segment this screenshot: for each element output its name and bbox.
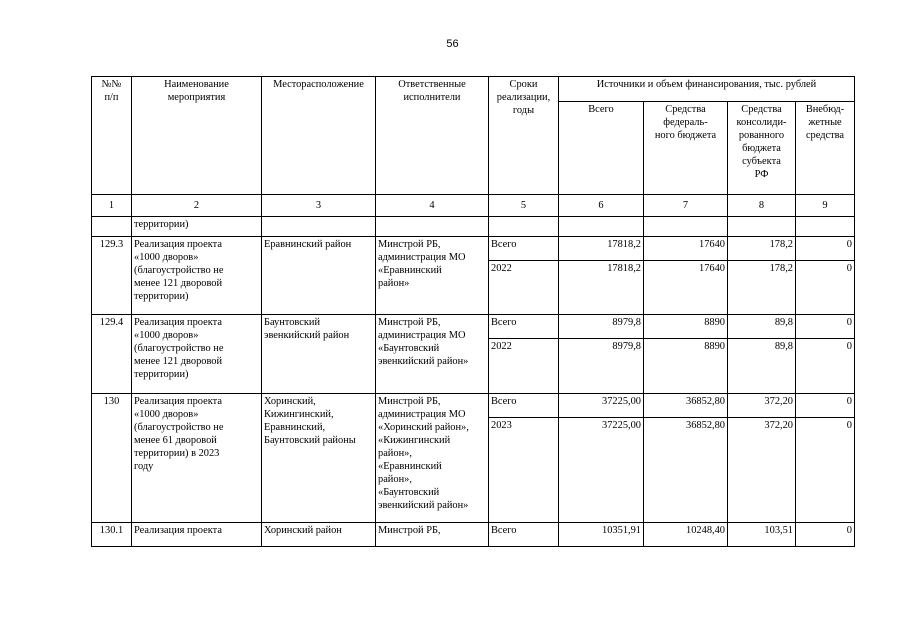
row-federal: 8890 xyxy=(644,339,728,394)
row-location: Еравнинский район xyxy=(262,237,376,315)
row-total: 17818,2 xyxy=(559,237,644,261)
row-executors: Минстрой РБ, администрация МО «Хоринский район», «Кижингинский район», «Еравнинский район», «Баунтовский эвенкийский район» xyxy=(376,394,489,523)
continuation-text: территории) xyxy=(132,217,262,237)
row-extra: 0 xyxy=(796,261,855,315)
row-num: 129.4 xyxy=(92,315,132,394)
row-federal: 36852,80 xyxy=(644,418,728,523)
header-executors: Ответственные исполнители xyxy=(376,77,489,195)
row-period: 2022 xyxy=(489,261,559,315)
table-row xyxy=(92,315,855,339)
row-executors: Минстрой РБ, администрация МО «Еравнинский район» xyxy=(376,237,489,315)
row-period: Всего xyxy=(489,315,559,339)
column-number: 5 xyxy=(489,195,559,217)
column-number: 1 xyxy=(92,195,132,217)
row-name: Реализация проекта xyxy=(132,523,262,547)
row-regional: 178,2 xyxy=(728,261,796,315)
row-name: Реализация проекта «1000 дворов» (благоустройство не менее 61 дворовой территории) в 2023 году xyxy=(132,394,262,523)
header-extra: Внебюд- жетные средства xyxy=(796,102,855,195)
row-location: Баунтовский эвенкийский район xyxy=(262,315,376,394)
row-federal: 17640 xyxy=(644,237,728,261)
row-regional: 103,51 xyxy=(728,523,796,547)
column-number: 8 xyxy=(728,195,796,217)
header-location: Месторасположение xyxy=(262,77,376,195)
row-num: 129.3 xyxy=(92,237,132,315)
column-number: 2 xyxy=(132,195,262,217)
row-extra: 0 xyxy=(796,237,855,261)
row-extra: 0 xyxy=(796,418,855,523)
header-funding: Источники и объем финансирования, тыс. рублей xyxy=(559,77,855,102)
column-number: 6 xyxy=(559,195,644,217)
row-extra: 0 xyxy=(796,394,855,418)
column-number: 3 xyxy=(262,195,376,217)
header-num: №№ п/п xyxy=(92,77,132,195)
financing-table xyxy=(91,76,855,547)
header-years: Сроки реализации, годы xyxy=(489,77,559,195)
continuation-row xyxy=(92,217,855,237)
row-total: 8979,8 xyxy=(559,315,644,339)
row-total: 37225,00 xyxy=(559,418,644,523)
row-period: Всего xyxy=(489,523,559,547)
row-federal: 36852,80 xyxy=(644,394,728,418)
row-period: Всего xyxy=(489,394,559,418)
column-number: 7 xyxy=(644,195,728,217)
column-number: 4 xyxy=(376,195,489,217)
row-total: 37225,00 xyxy=(559,394,644,418)
row-regional: 372,20 xyxy=(728,418,796,523)
row-extra: 0 xyxy=(796,339,855,394)
header-name: Наименование мероприятия xyxy=(132,77,262,195)
column-numbers-row xyxy=(92,195,855,217)
row-period: 2023 xyxy=(489,418,559,523)
row-total: 8979,8 xyxy=(559,339,644,394)
row-period: Всего xyxy=(489,237,559,261)
header-total: Всего xyxy=(559,102,644,195)
header-regional: Средства консолиди- рованного бюджета субъекта РФ xyxy=(728,102,796,195)
row-executors: Минстрой РБ, администрация МО «Баунтовский эвенкийский район» xyxy=(376,315,489,394)
row-num: 130.1 xyxy=(92,523,132,547)
row-extra: 0 xyxy=(796,315,855,339)
row-total: 17818,2 xyxy=(559,261,644,315)
table-row xyxy=(92,523,855,547)
row-name: Реализация проекта «1000 дворов» (благоустройство не менее 121 дворовой территории) xyxy=(132,237,262,315)
row-regional: 372,20 xyxy=(728,394,796,418)
page-number: 56 xyxy=(446,38,459,50)
row-location: Хоринский район xyxy=(262,523,376,547)
row-executors: Минстрой РБ, xyxy=(376,523,489,547)
row-num: 130 xyxy=(92,394,132,523)
row-federal: 8890 xyxy=(644,315,728,339)
row-extra: 0 xyxy=(796,523,855,547)
row-name: Реализация проекта «1000 дворов» (благоустройство не менее 121 дворовой территории) xyxy=(132,315,262,394)
header-federal: Средства федераль- ного бюджета xyxy=(644,102,728,195)
row-regional: 89,8 xyxy=(728,339,796,394)
table-row xyxy=(92,237,855,261)
row-total: 10351,91 xyxy=(559,523,644,547)
row-federal: 17640 xyxy=(644,261,728,315)
row-period: 2022 xyxy=(489,339,559,394)
row-federal: 10248,40 xyxy=(644,523,728,547)
row-regional: 89,8 xyxy=(728,315,796,339)
table-row xyxy=(92,394,855,418)
column-number: 9 xyxy=(796,195,855,217)
row-location: Хоринский, Кижингинский, Еравнинский, Баунтовский районы xyxy=(262,394,376,523)
row-regional: 178,2 xyxy=(728,237,796,261)
